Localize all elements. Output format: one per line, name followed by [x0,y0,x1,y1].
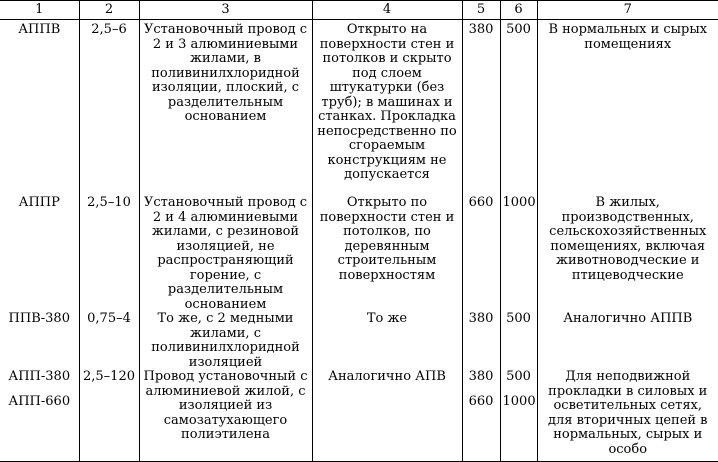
cell-voltage-1b: 660 [468,393,494,409]
cell-voltage-2b: 1000 [502,393,536,409]
cell-voltage-2: 500 [500,20,537,197]
cell-application: В жилых, производственных, сельскохозяйственных помещениях, включая животноводческие и птицеводческие [537,196,718,312]
cell-voltage-2: 1000 [500,196,537,312]
cell-voltage-1: 380 [462,312,500,370]
header-col-5: 5 [462,1,500,20]
table-row [0,20,718,197]
header-row [0,1,718,20]
cell-section: 2,5–10 [79,196,139,312]
cell-description: Установочный провод с 2 и 3 алюминиевыми жилами, в поливинилхлоридной изоляции, плоский, с разделительным основанием [139,20,312,197]
cell-description: Установочный провод с 2 и 4 алюминиевыми жилами, с резиновой изоляцией, не распространяющий горение, с разделительным основанием [139,196,312,312]
cell-voltage-2 [500,370,537,462]
header-col-7: 7 [537,1,718,20]
cell-application: Для неподвижной прокладки в силовых и осветительных сетях, для вторичных цепей в нормальных, сырых и особо [537,370,718,462]
cell-voltage-1a: 380 [468,370,494,384]
cell-laying: Открыто на поверхности стен и потолков и скрыто под слоем штукатурки (без труб); в машинах и станках. Прокладка непосредственно по сгораемым конструкциям не допускается [312,20,462,197]
cell-mark: АППВ [0,20,79,197]
cell-voltage-1: 660 [462,196,500,312]
cell-application: Аналогично АППВ [537,312,718,370]
cell-description: Провод установочный с алюминиевой жилой, с изоляцией из самозатухающего полиэтилена [139,370,312,462]
cell-voltage-1: 380 [462,20,500,197]
header-col-6: 6 [500,1,537,20]
header-col-2: 2 [79,1,139,20]
cell-application: В нормальных и сырых помещениях [537,20,718,197]
table-row [0,312,718,370]
table-row [0,196,718,312]
header-col-3: 3 [139,1,312,20]
cell-description: То же, с 2 медными жилами, с поливинилхлоридной изоляцией [139,312,312,370]
cell-laying: Аналогично АПВ [312,370,462,462]
header-col-1: 1 [0,1,79,20]
cell-mark: АППР [0,196,79,312]
cell-voltage-1 [462,370,500,462]
cell-section: 0,75–4 [79,312,139,370]
cell-laying: То же [312,312,462,370]
cell-mark [0,370,79,462]
cell-section: 2,5–6 [79,20,139,197]
cell-section: 2,5–120 [79,370,139,462]
cell-mark-b: АПП-660 [8,393,71,409]
cell-laying: Открыто по поверхности стен и потолков, по деревянным строительным поверхностям [312,196,462,312]
cell-mark-a: АПП-380 [8,370,71,384]
cell-voltage-2a: 500 [506,370,531,384]
header-col-4: 4 [312,1,462,20]
table-row [0,370,718,462]
cell-voltage-2: 500 [500,312,537,370]
cell-mark: ППВ-380 [0,312,79,370]
